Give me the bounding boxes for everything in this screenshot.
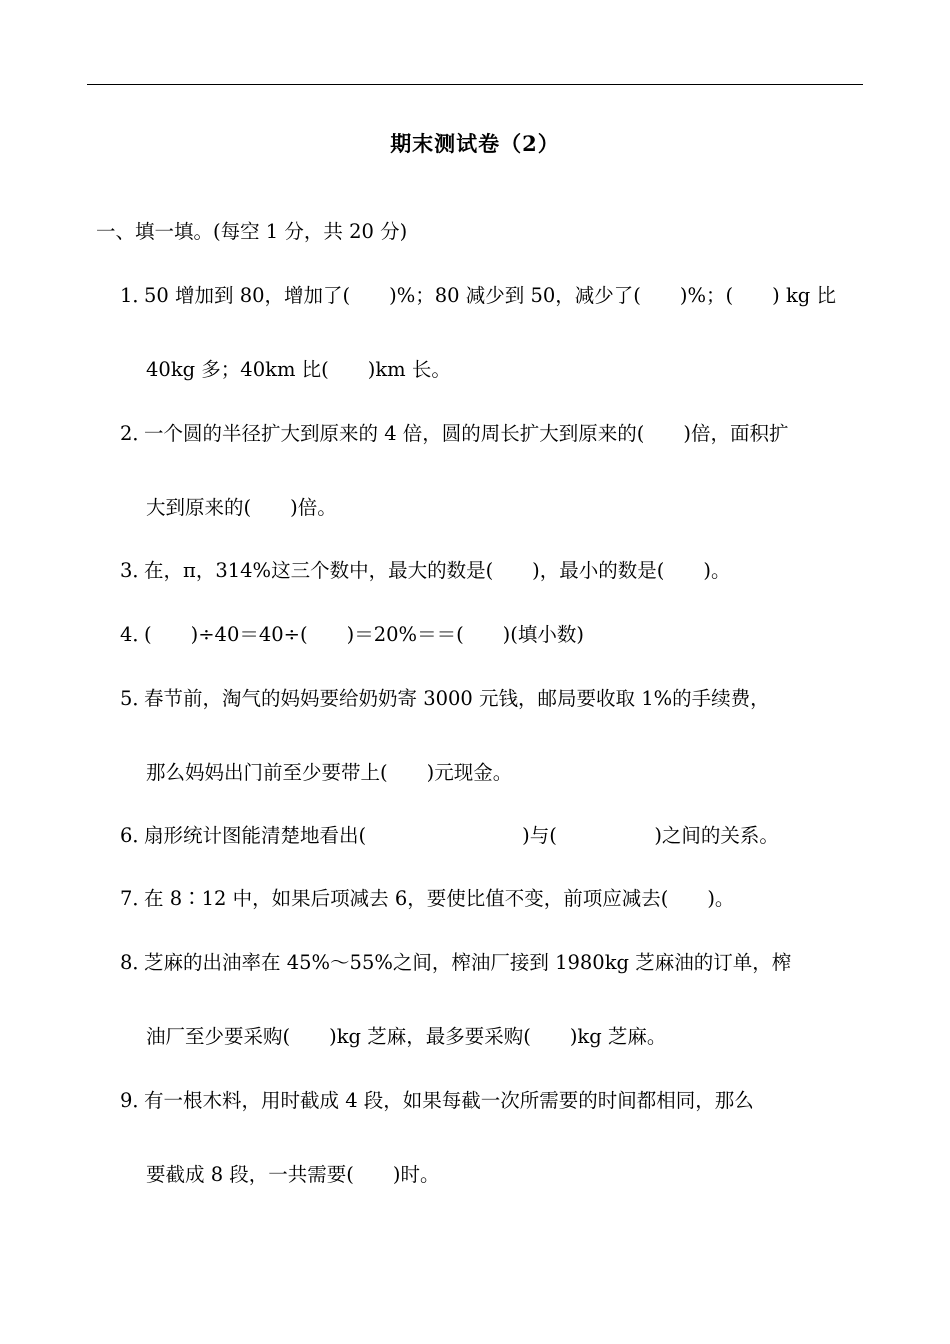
question-text: 在 8∶12 中，如果后项减去 6，要使比值不变，前项应减去( )。 — [144, 887, 735, 910]
question-text: 有一根木料，用时截成 4 段，如果每截一次所需要的时间都相同，那么 — [144, 1089, 754, 1112]
question-1-continuation: 40kg 多；40km 比( )km 长。 — [146, 358, 451, 381]
question-5 — [120, 685, 770, 713]
question-9 — [120, 1087, 754, 1115]
question-number: 8． — [120, 951, 152, 974]
question-number: 3． — [120, 559, 152, 582]
question-2 — [120, 420, 789, 448]
page-title: 期末测试卷（2） — [390, 131, 560, 156]
question-text: ( )÷40＝40÷( )＝20%＝＝( )(填小数) — [144, 623, 585, 646]
question-number: 4． — [120, 623, 152, 646]
question-number: 9． — [120, 1089, 152, 1112]
question-number: 5． — [120, 687, 152, 710]
question-3 — [120, 557, 731, 585]
question-8 — [120, 949, 791, 977]
question-1 — [120, 282, 836, 310]
question-text: 在，π，314%这三个数中，最大的数是( )，最小的数是( )。 — [144, 559, 731, 582]
question-number: 2． — [120, 422, 152, 445]
question-number: 1． — [120, 284, 152, 307]
question-5-continuation: 那么妈妈出门前至少要带上( )元现金。 — [146, 761, 513, 784]
question-text: 一个圆的半径扩大到原来的 4 倍，圆的周长扩大到原来的( )倍，面积扩 — [144, 422, 789, 445]
question-8-continuation: 油厂至少要采购( )kg 芝麻，最多要采购( )kg 芝麻。 — [146, 1025, 667, 1048]
question-number: 7． — [120, 887, 152, 910]
question-7 — [120, 885, 734, 913]
section-heading: 一、填一填。(每空 1 分，共 20 分) — [96, 220, 408, 243]
question-text: 春节前，淘气的妈妈要给奶奶寄 3000 元钱，邮局要收取 1%的手续费， — [144, 687, 770, 710]
question-4 — [120, 621, 584, 649]
question-number: 6． — [120, 824, 152, 847]
question-text: 扇形统计图能清楚地看出( )与( )之间的关系。 — [144, 824, 779, 847]
question-9-continuation: 要截成 8 段，一共需要( )时。 — [146, 1163, 440, 1186]
question-2-continuation: 大到原来的( )倍。 — [146, 496, 337, 519]
question-text: 芝麻的出油率在 45%～55%之间，榨油厂接到 1980kg 芝麻油的订单，榨 — [144, 951, 792, 974]
header-rule — [87, 84, 863, 85]
question-text: 50 增加到 80，增加了( )%；80 减少到 50，减少了( )%；( ) kg 比 — [144, 284, 836, 307]
question-6 — [120, 822, 779, 850]
